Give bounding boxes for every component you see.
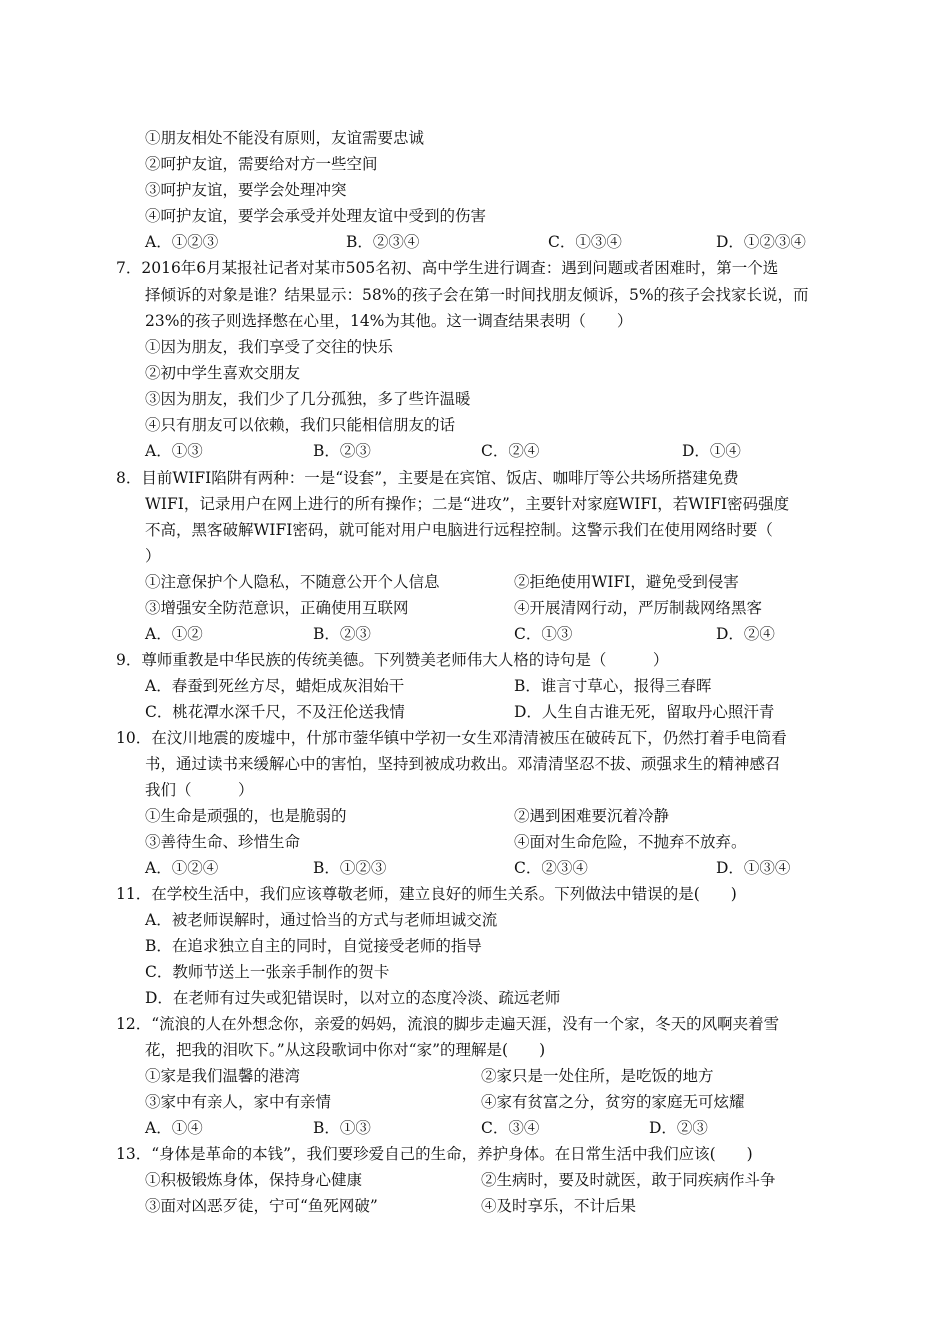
option-d: D．①④	[682, 442, 741, 460]
option-a: A．①②④	[145, 859, 219, 877]
statement: ②拒绝使用WIFI，避免受到侵害	[514, 573, 739, 591]
question-text: 我们（ ）	[145, 781, 254, 799]
statement: ②初中学生喜欢交朋友	[145, 364, 301, 382]
question-text: WIFI，记录用户在网上进行的所有操作；二是“进攻”，主要针对家庭WIFI，若WIFI密码强度	[145, 495, 790, 513]
option-b: B．①②③	[313, 859, 387, 877]
question-text: 11．在学校生活中，我们应该尊敬老师，建立良好的师生关系。下列做法中错误的是( )	[116, 885, 737, 903]
statement: ③家中有亲人，家中有亲情	[145, 1093, 332, 1111]
statement: ②呵护友谊，需要给对方一些空间	[145, 155, 378, 173]
option-a: A．春蚕到死丝方尽，蜡炬成灰泪始干	[145, 677, 405, 695]
statement: ①注意保护个人隐私，不随意公开个人信息	[145, 573, 440, 591]
statement: ①生命是顽强的，也是脆弱的	[145, 807, 347, 825]
option-b: B．在追求独立自主的同时，自觉接受老师的指导	[145, 937, 482, 955]
option-c: C．教师节送上一张亲手制作的贺卡	[145, 963, 390, 981]
option-a: A．①②③	[145, 233, 219, 251]
question-text: 花，把我的泪吹下。”从这段歌词中你对“家”的理解是( )	[145, 1041, 546, 1059]
question-text: 书，通过读书来缓解心中的害怕，坚持到被成功救出。邓清清坚忍不拔、顽强求生的精神感召	[145, 755, 781, 773]
question-text: ）	[145, 547, 161, 565]
question-text: 12．“流浪的人在外想念你，亲爱的妈妈，流浪的脚步走遍天涯，没有一个家，冬天的风啊夹着雪	[116, 1015, 780, 1033]
option-d: D．②④	[716, 625, 775, 643]
statement: ③增强安全防范意识，正确使用互联网	[145, 599, 409, 617]
statement: ①家是我们温馨的港湾	[145, 1067, 301, 1085]
option-d: D．人生自古谁无死，留取丹心照汗青	[514, 703, 775, 721]
question-text: 9．尊师重教是中华民族的传统美德。下列赞美老师伟大人格的诗句是（ ）	[116, 651, 669, 669]
statement: ④只有朋友可以依赖，我们只能相信朋友的话	[145, 416, 456, 434]
statement: ④面对生命危险，不抛弃不放弃。	[514, 833, 747, 851]
statement: ②遇到困难要沉着冷静	[514, 807, 670, 825]
question-text: 23%的孩子则选择憋在心里，14%为其他。这一调查结果表明（ ）	[145, 312, 633, 330]
question-text: 10．在汶川地震的废墟中，什邡市蓥华镇中学初一女生邓清清被压在破砖瓦下，仍然打着手电筒看	[116, 729, 787, 747]
statement: ③善待生命、珍惜生命	[145, 833, 301, 851]
statement: ④家有贫富之分，贫穷的家庭无可炫耀	[481, 1093, 745, 1111]
option-b: B．谁言寸草心，报得三春晖	[514, 677, 712, 695]
statement: ②家只是一处住所，是吃饭的地方	[481, 1067, 714, 1085]
statement: ①因为朋友，我们享受了交往的快乐	[145, 338, 394, 356]
option-c: C．②③④	[514, 859, 588, 877]
option-b: B．②③④	[346, 233, 420, 251]
option-b: B．②③	[313, 625, 371, 643]
option-c: C．③④	[481, 1119, 540, 1137]
question-text: 择倾诉的对象是谁？结果显示：58%的孩子会在第一时间找朋友倾诉，5%的孩子会找家长说，而	[145, 286, 809, 304]
option-c: C．①③④	[548, 233, 622, 251]
option-c: C．①③	[514, 625, 573, 643]
statement: ①积极锻炼身体，保持身心健康	[145, 1171, 363, 1189]
option-d: D．在老师有过失或犯错误时，以对立的态度冷淡、疏远老师	[145, 989, 561, 1007]
option-a: A．①④	[145, 1119, 203, 1137]
question-text: 13．“身体是革命的本钱”，我们要珍爱自己的生命，养护身体。在日常生活中我们应该( )	[116, 1145, 753, 1163]
statement: ④及时享乐，不计后果	[481, 1197, 637, 1215]
option-a: A．①③	[145, 442, 203, 460]
statement: ①朋友相处不能没有原则，友谊需要忠诚	[145, 129, 425, 147]
option-a: A．①②	[145, 625, 203, 643]
question-text: 8．目前WIFI陷阱有两种：一是“设套”，主要是在宾馆、饭店、咖啡厅等公共场所搭建免费	[116, 469, 739, 487]
option-d: D．①③④	[716, 859, 791, 877]
statement: ③因为朋友，我们少了几分孤独，多了些许温暖	[145, 390, 471, 408]
question-text: 7．2016年6月某报社记者对某市505名初、高中学生进行调查：遇到问题或者困难时，第一个选	[116, 259, 779, 277]
statement: ③面对凶恶歹徒，宁可“鱼死网破”	[145, 1197, 378, 1215]
statement: ④呵护友谊，要学会承受并处理友谊中受到的伤害	[145, 207, 487, 225]
option-d: D．①②③④	[716, 233, 806, 251]
option-c: C．桃花潭水深千尺，不及汪伦送我情	[145, 703, 405, 721]
statement: ③呵护友谊，要学会处理冲突	[145, 181, 347, 199]
option-b: B．②③	[313, 442, 371, 460]
option-c: C．②④	[481, 442, 540, 460]
question-text: 不高，黑客破解WIFI密码，就可能对用户电脑进行远程控制。这警示我们在使用网络时要（	[145, 521, 773, 539]
option-a: A．被老师误解时，通过恰当的方式与老师坦诚交流	[145, 911, 498, 929]
option-d: D．②③	[649, 1119, 708, 1137]
statement: ②生病时，要及时就医，敢于同疾病作斗争	[481, 1171, 776, 1189]
option-b: B．①③	[313, 1119, 371, 1137]
statement: ④开展清网行动，严厉制裁网络黑客	[514, 599, 763, 617]
